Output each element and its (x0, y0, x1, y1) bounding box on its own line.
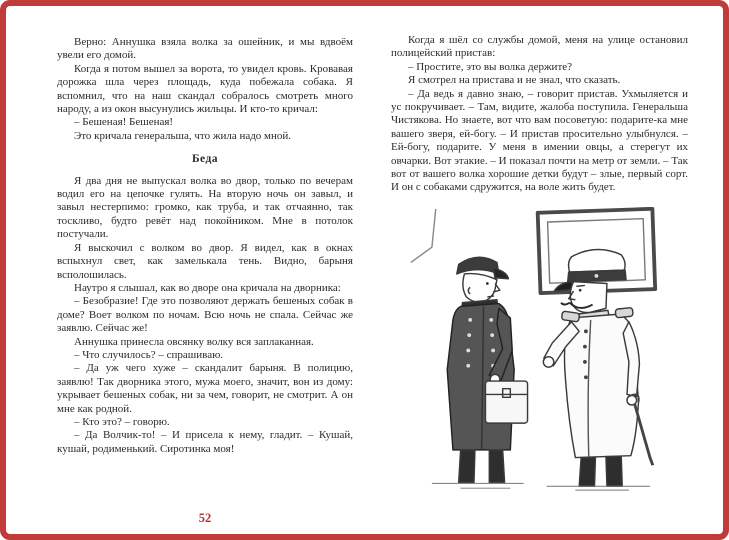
officer-brow (576, 285, 585, 286)
officer-hand-down (627, 395, 637, 405)
paragraph: Верно: Аннушка взяла волка за ошейник, и мы вдвоём увели его домой. (57, 36, 353, 62)
civilian-boot-right (489, 450, 504, 483)
paragraph: Я смотрел на пристава и не знал, что сказать. (408, 74, 621, 87)
paragraph: Я два дня не выпускал волка во двор, только по вечерам водил его на цепочке гулять. На вторую ночь он завыл, и завыл нестерпимо: громко, как труба, и так отчаянно, так тоскливо, будто ревёт над покойником. Мне в потолок постучали. (57, 174, 353, 241)
page-number: 52 (198, 511, 212, 525)
paragraph: – Да ведь я давно знаю, – говорит пристав. Ухмыляется и ус покручивает. – Там, видите, жалоба поступила. Генеральша Чистякова. Но знаете, вот что вам посоветую: подарите-ка мне вашего зверя, ей-богу. – И пристав просительно улыбнулся. – Ей-богу, подарите. У меня в имении овцы, а стерегут их овчарки. Вот этакие. – И показал почти на метр от земли. – Так вот от вашего волка хорошие детки будут – злые, первый сорт. И он с собаками сдружится, на воле жить будет. (391, 87, 688, 194)
civilian-boot-left (459, 450, 475, 483)
officer-figure (543, 249, 653, 486)
left-page (57, 36, 353, 456)
civilian-figure (447, 257, 527, 482)
wall-corner-lines (411, 209, 436, 263)
officer-cap-icon (569, 249, 626, 272)
officer-epaulette-left (561, 311, 579, 322)
illustration-two-men-talking (398, 207, 681, 492)
paragraph: Это кричала генеральша, что жила надо мной. (74, 129, 292, 142)
officer-eye (579, 289, 582, 292)
paragraph: – Кто это? – говорю. (74, 415, 170, 428)
paragraph: Я выскочил с волком во двор. Я видел, как в окнах вспыхнул свет, как замелькала тень. Видно, барыня всполошилась. (57, 241, 353, 281)
paragraph: – Безобразие! Где это позволяют держать бешеных собак в доме? Воет волком по ночам. Всю ночь не спала. Сейчас же заявлю. Сейчас же! (57, 295, 353, 335)
civilian-eye (486, 282, 489, 285)
paragraph: – Бешеная! Бешеная! (74, 116, 174, 129)
officer-cap-badge (594, 274, 598, 278)
paragraph: – Да Волчик-то! – И присела к нему, гладит. – Кушай, кушай, родименький. Сиротинка моя! (57, 429, 353, 455)
officer-hand-raised (543, 357, 554, 368)
paragraph: Наутро я слышал, как во дворе она кричала на дворника: (74, 281, 341, 294)
paragraph: – Простите, это вы волка держите? (408, 60, 573, 73)
officer-boot-left (579, 457, 595, 486)
officer-epaulette-right (615, 307, 633, 317)
paragraph: – Что случилось? – спрашиваю. (74, 348, 224, 361)
civilian-cap-visor (493, 268, 508, 279)
paragraph: – Да уж чего хуже – скандалит барыня. В полицию, заявлю! Так дворника этого, мужа моего, значит, вон из дому: укрывает бешеных собак, ни за чем, говорит, не смотрит. А он мне как родной. (57, 362, 353, 415)
sword-scabbard (635, 404, 653, 465)
right-page (391, 34, 688, 492)
civilian-face (463, 273, 497, 301)
satchel (485, 381, 527, 423)
civilian-cap-icon (457, 257, 499, 274)
paragraph: Когда я потом вышел за ворота, то увидел кровь. Кровавая дорожка шла через площадь, куда побежала собака. Я вспомнил, что на наш скандал собралось смотреть много народу, а из окон высунулись жильцы. И кто-то кричал: (57, 62, 353, 116)
officer-boot-right (606, 456, 622, 486)
paragraph: Аннушка принесла овсянку волку вся заплаканная. (74, 335, 314, 348)
paragraph: Когда я шёл со службы домой, меня на улице остановил полицейский пристав: (391, 34, 688, 60)
chapter-heading: Беда (191, 153, 219, 166)
